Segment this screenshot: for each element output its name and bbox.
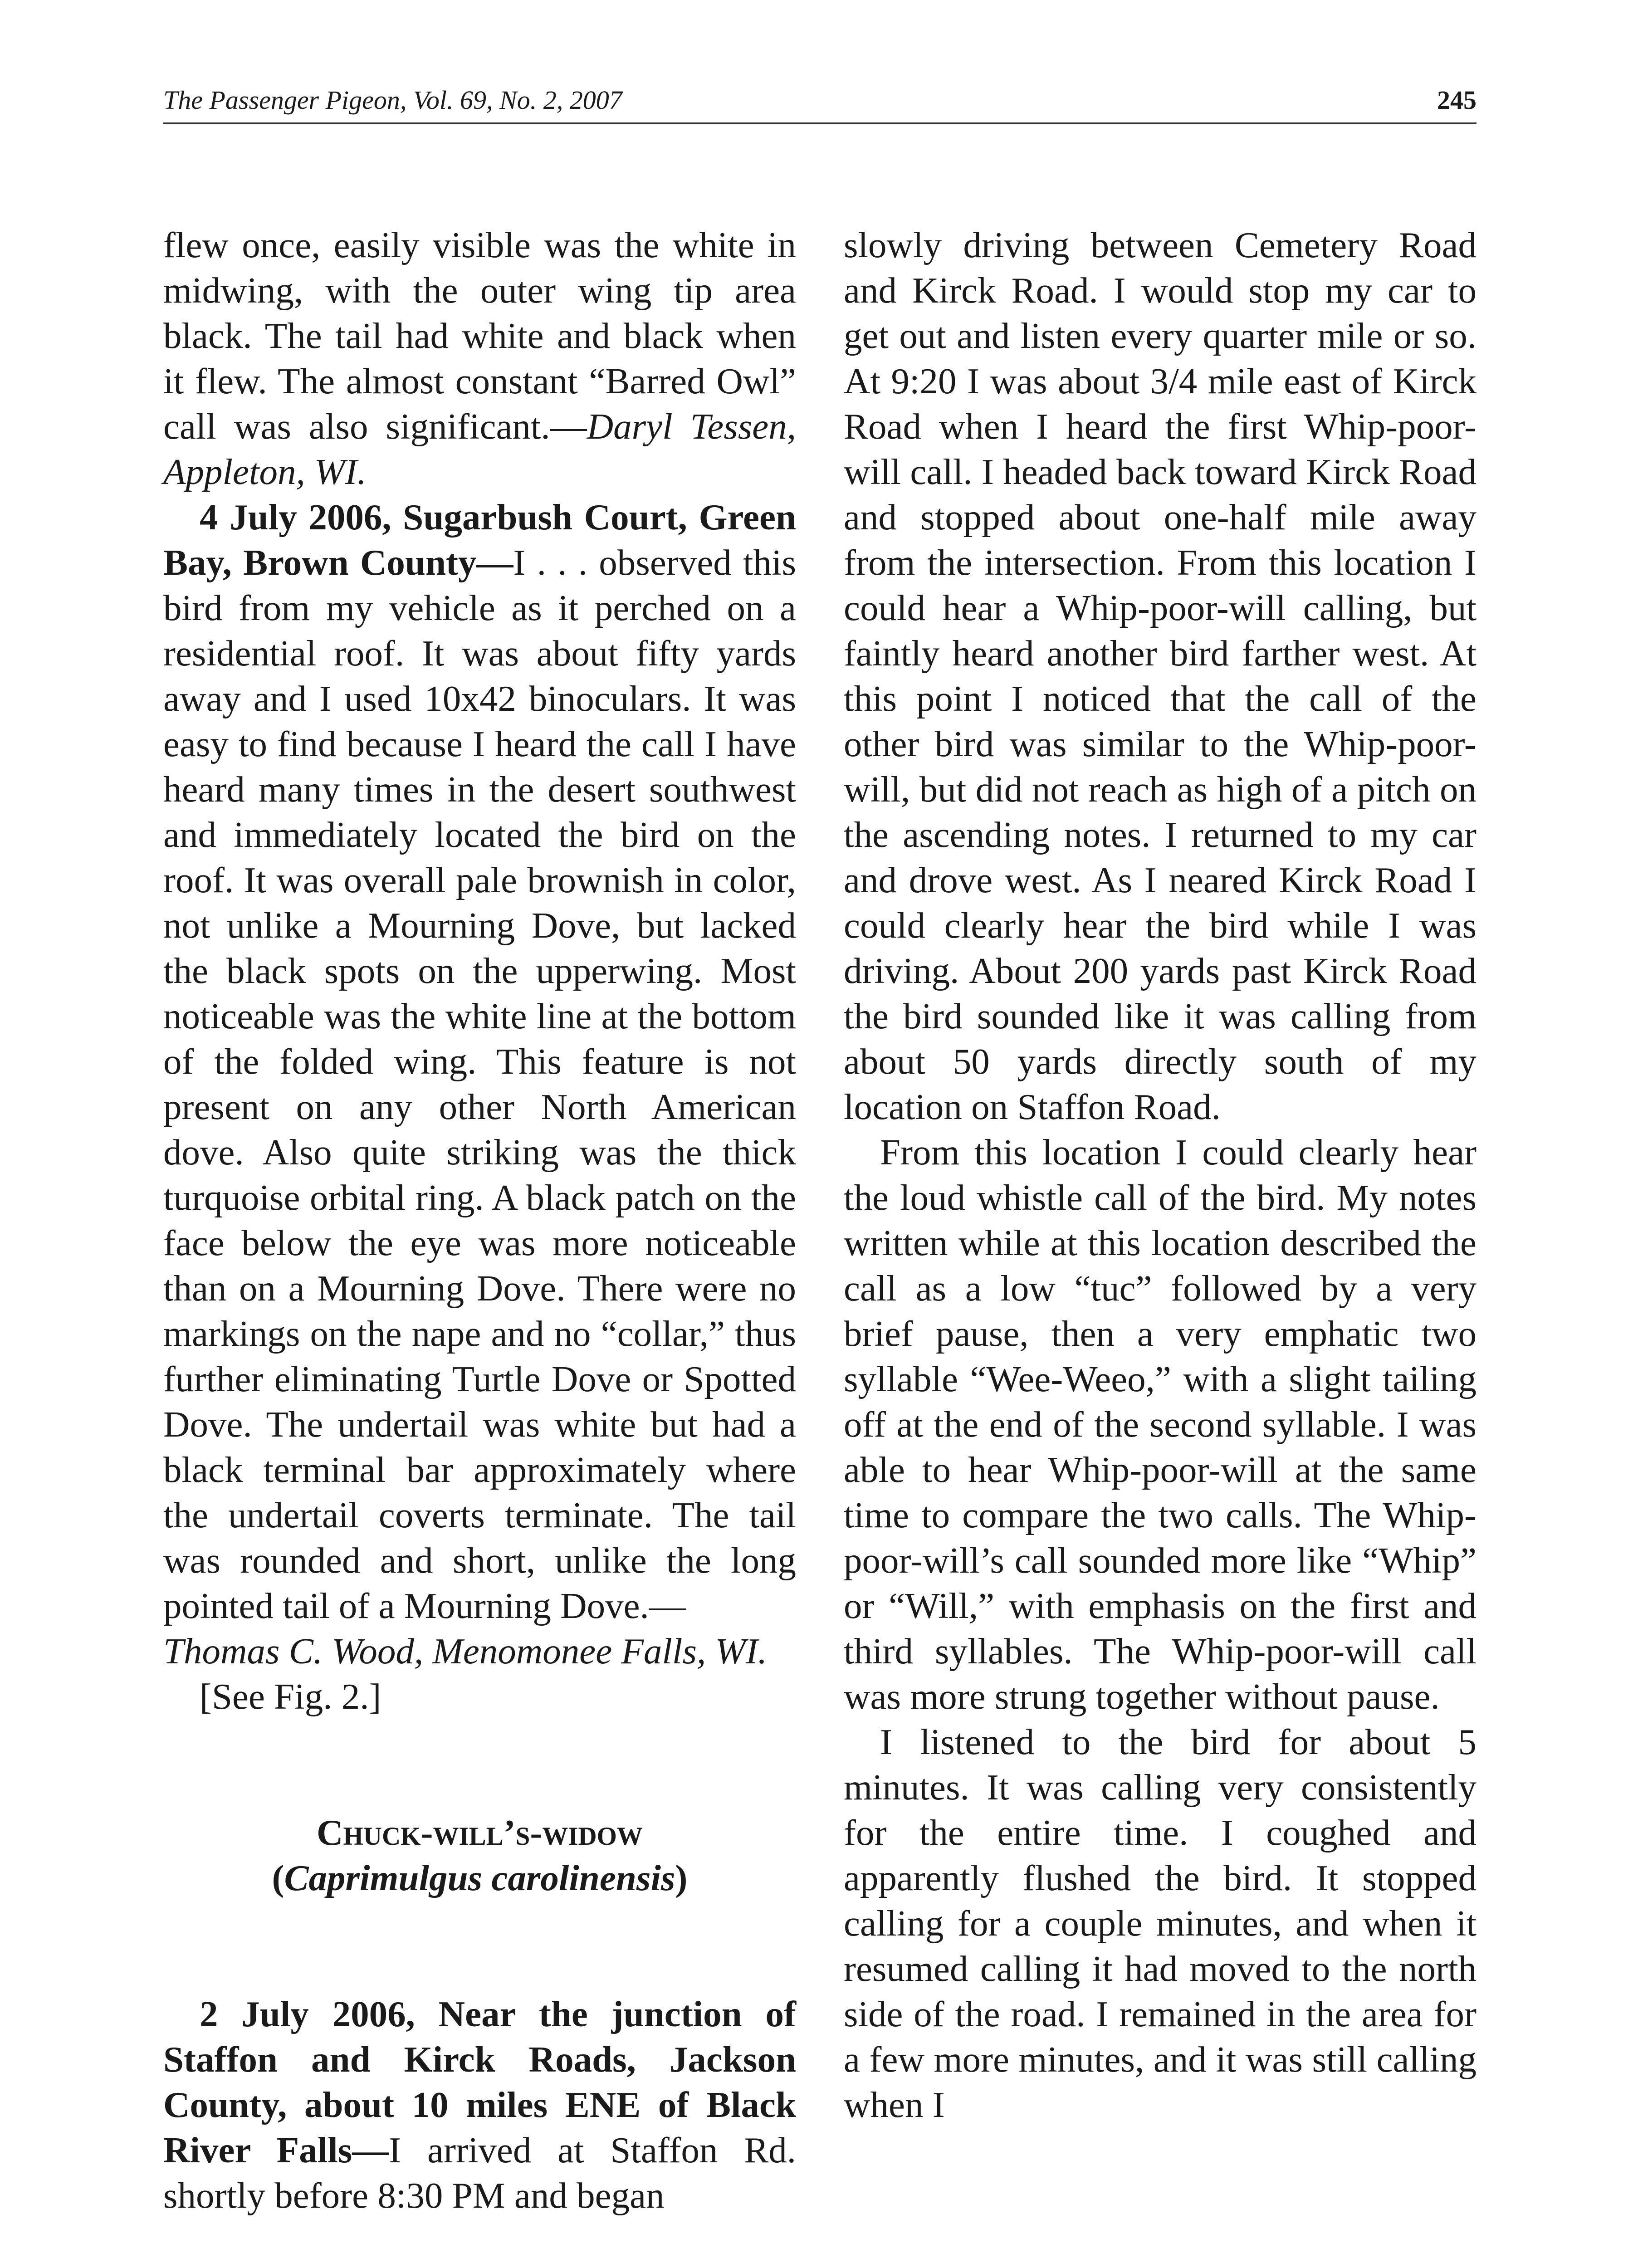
species-common-name: Chuck-will’s-widow xyxy=(316,1812,643,1853)
observer-signature: Thomas C. Wood, Menomonee Falls, WI. xyxy=(163,1631,768,1672)
journal-title: The Passenger Pigeon, Vol. 69, No. 2, 2007 xyxy=(163,85,622,115)
paragraph-sugarbush-court xyxy=(163,494,796,1674)
record-location: 2 July 2006, Near the junction of Staffon and Kirck Roads, Jackson County, about 10 miles ENE of Black River Falls— xyxy=(163,1994,796,2170)
species-scientific-name: Caprimulgus carolinensis xyxy=(284,1857,675,1898)
species-scientific-name-wrapper xyxy=(272,1857,688,1898)
running-head xyxy=(163,81,1477,124)
paragraph-barred-owl-continuation xyxy=(163,222,796,494)
right-column xyxy=(844,222,1477,2127)
paragraph-text: I . . . observed this bird from my vehicle as it perched on a residential roof. It was about fifty yards away and I used 10x42 binoculars. It was easy to find because I heard the call I have heard many times in the desert southwest and immediately located the bird on the roof. It was overall pale brownish in color, not unlike a Mourning Dove, but lacked the black spots on the upperwing. Most noticeable was the white line at the bottom of the folded wing. This feature is not present on any other North American dove. Also quite striking was the thick turquoise orbital ring. A black patch on the face below the eye was more noticeable than on a Mourning Dove. There were no markings on the nape and no “collar,” thus further eliminating Turtle Dove or Spotted Dove. The undertail was white but had a black terminal bar approximately where the undertail coverts terminate. The tail was rounded and short, unlike the long pointed tail of a Mourning Dove.— xyxy=(163,542,796,1626)
paragraph-listening: I listened to the bird for about 5 minutes. It was calling very consistently for the entire time. I coughed and apparently flushed the bird. It stopped calling for a couple minutes, and when it resumed calling it had moved to the north side of the road. I remained in the area for a few more minutes, and it was still calling when I xyxy=(844,1721,1477,2125)
species-heading xyxy=(163,1810,796,1901)
paragraph-driving-continuation: slowly driving between Cemetery Road and Kirck Road. I would stop my car to get out and listen every quarter mile or so. At 9:20 I was about 3/4 mile east of Kirck Road when I heard the first Whip-poor-will call. I headed back toward Kirck Road and stopped about one-half mile away from the intersection. From this location I could hear a Whip-poor-will calling, but faintly heard another bird farther west. At this point I noticed that the call of the other bird was similar to the Whip-poor-will, but did not reach as high of a pitch on the ascending notes. I returned to my car and drove west. As I neared Kirck Road I could clearly hear the bird while I was driving. About 200 yards past Kirck Road the bird sounded like it was calling from about 50 yards directly south of my location on Staffon Road. xyxy=(844,225,1477,1127)
left-column xyxy=(163,222,796,2218)
paragraph-text: flew once, easily visible was the white in midwing, with the outer wing tip area black. The tail had white and black when it flew. The almost constant “Barred Owl” call was also significant.— xyxy=(163,225,796,447)
paren-close: ) xyxy=(675,1857,688,1898)
figure-reference: [See Fig. 2.] xyxy=(200,1676,381,1717)
paragraph-staffon-kirck xyxy=(163,1991,796,2218)
paragraph-text: I arrived at Staffon Rd. shortly before 8:30 PM and began xyxy=(163,2130,796,2216)
observer-signature: Daryl Tessen, Appleton, WI. xyxy=(163,406,796,492)
record-location: 4 July 2006, Sugarbush Court, Green Bay, Brown County— xyxy=(163,497,796,583)
paragraph-call-description: From this location I could clearly hear the loud whistle call of the bird. My notes written while at this location described the call as a low “tuc” followed by a very brief pause, then a very emphatic two syllable “Wee-Weeo,” with a slight tailing off at the end of the second syllable. I was able to hear Whip-poor-will at the same time to compare the two calls. The Whip-poor-will’s call sounded more like “Whip” or “Will,” with emphasis on the first and third syllables. The Whip-poor-will call was more strung together without pause. xyxy=(844,1132,1477,1717)
page-number: 245 xyxy=(1437,85,1477,115)
paren-open: ( xyxy=(272,1857,284,1898)
